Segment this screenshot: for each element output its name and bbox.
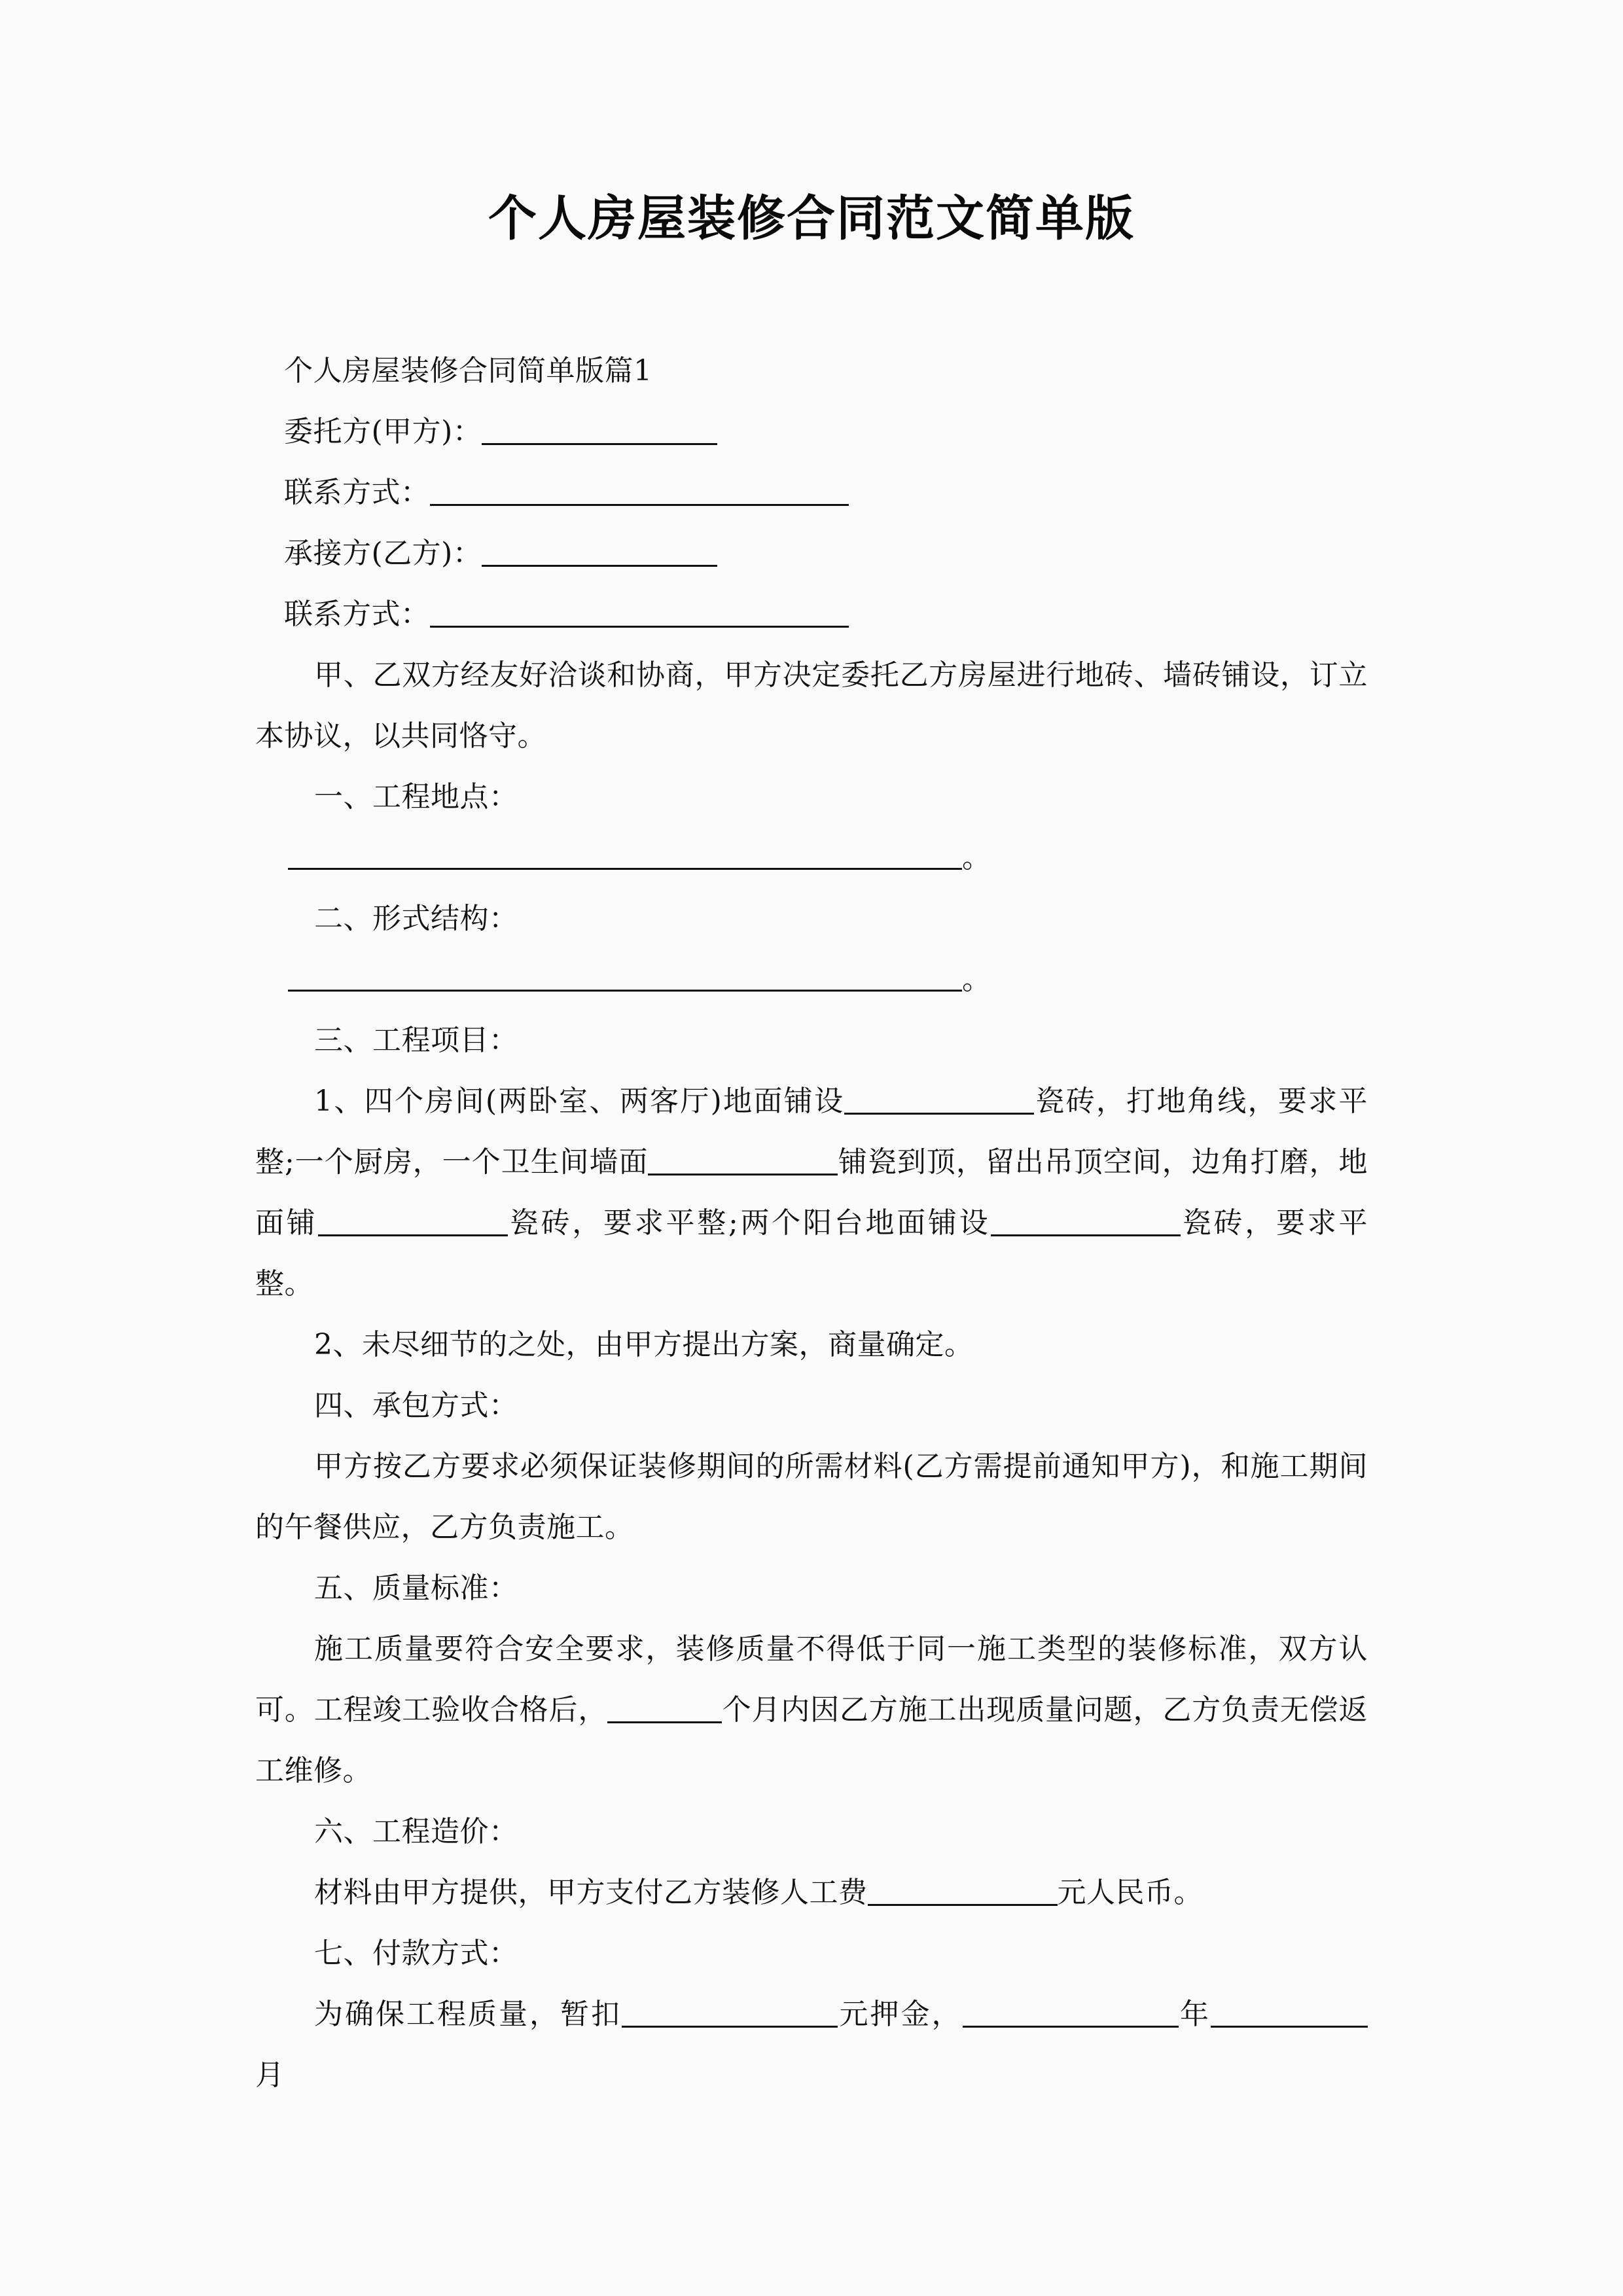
item1-text-a: 1、四个房间(两卧室、两客厅)地面铺设: [314, 1085, 845, 1118]
client-party-line: [255, 401, 1368, 462]
contractor-party-label: 承接方(乙方)：: [284, 537, 482, 570]
room-tile-field[interactable]: [844, 1093, 1034, 1115]
section7-text-d: 月: [255, 2058, 285, 2092]
deposit-year-field[interactable]: [963, 2006, 1179, 2028]
section6-text-b: 元人民币。: [1057, 1876, 1203, 1909]
project-location-field[interactable]: [288, 850, 962, 870]
section-2-blank-line: [255, 949, 1368, 1010]
section-1-heading: 一、工程地点：: [314, 780, 518, 814]
contractor-party-field[interactable]: [482, 545, 717, 567]
section-4-heading: 四、承包方式：: [314, 1389, 518, 1422]
section-6-heading: 六、工程造价：: [314, 1815, 518, 1848]
deposit-month-field[interactable]: [1211, 2006, 1368, 2028]
section-2-period: 。: [962, 963, 991, 996]
page-title: 个人房屋装修合同范文简单版: [488, 190, 1135, 247]
contractor-contact-line: [255, 584, 1368, 645]
section6-text-a: 材料由甲方提供，甲方支付乙方装修人工费: [314, 1876, 868, 1909]
warranty-months-field[interactable]: [607, 1702, 722, 1723]
section-5-body: [255, 1619, 1368, 1801]
section-6-body: [255, 1862, 1368, 1923]
section-5-heading: 五、质量标准：: [314, 1571, 518, 1605]
section-3-item-2: 2、未尽细节的之处，由甲方提出方案，商量确定。: [314, 1328, 974, 1361]
client-contact-label: 联系方式：: [284, 476, 430, 509]
section-7-body: [255, 1984, 1368, 2106]
contractor-contact-field[interactable]: [430, 606, 849, 628]
section7-text-c: 年: [1178, 1998, 1211, 2031]
section-3-item-1: [255, 1071, 1368, 1314]
section-1-period: 。: [962, 841, 991, 874]
client-contact-line: [255, 462, 1368, 523]
section-4-body: 甲方按乙方要求必须保证装修期间的所需材料(乙方需提前通知甲方)，和施工期间的午餐供应，乙方负责施工。: [255, 1450, 1368, 1544]
section7-text-a: 为确保工程质量，暂扣: [314, 1998, 622, 2031]
section-1-blank-line: [255, 827, 1368, 888]
section-7-heading: 七、付款方式：: [314, 1937, 518, 1970]
client-contact-field[interactable]: [430, 484, 849, 506]
kitchen-floor-tile-field[interactable]: [318, 1215, 508, 1236]
item1-text-b: 瓷砖，打地角线，要求平整;一个厨房，一个卫生间墙面: [255, 1085, 1368, 1179]
deposit-amount-field[interactable]: [622, 2006, 838, 2028]
form-structure-field[interactable]: [288, 971, 962, 992]
item1-text-e: 瓷砖，要求平整。: [255, 1206, 1368, 1300]
labor-cost-field[interactable]: [868, 1884, 1058, 1906]
item1-text-d: 瓷砖，要求平整;两个阳台地面铺设: [507, 1206, 991, 1240]
document-body: [255, 340, 1368, 2106]
bathroom-wall-tile-field[interactable]: [648, 1154, 838, 1175]
section-3-heading: 三、工程项目：: [314, 1024, 518, 1057]
client-party-field[interactable]: [482, 423, 717, 445]
section-2-heading: 二、形式结构：: [314, 902, 518, 935]
balcony-tile-field[interactable]: [991, 1215, 1181, 1236]
client-party-label: 委托方(甲方)：: [284, 415, 482, 448]
section5-text-b: 个月内因乙方施工出现质量问题，乙方负责无偿返工维修。: [255, 1693, 1368, 1787]
item1-text-c: 铺瓷到顶，留出吊顶空间，边角打磨，地面铺: [255, 1145, 1368, 1240]
section7-text-b: 元押金，: [838, 1998, 963, 2031]
section5-text-a: 施工质量要符合安全要求，装修质量不得低于同一施工类型的装修标准，双方认可。工程竣工验收合格后，: [255, 1632, 1368, 1727]
document-subtitle: 个人房屋装修合同简单版篇1: [284, 354, 652, 387]
preamble-paragraph: 甲、乙双方经友好洽谈和协商，甲方决定委托乙方房屋进行地砖、墙砖铺设，订立本协议，以共同恪守。: [255, 658, 1368, 753]
contractor-party-line: [255, 523, 1368, 584]
contractor-contact-label: 联系方式：: [284, 598, 430, 631]
